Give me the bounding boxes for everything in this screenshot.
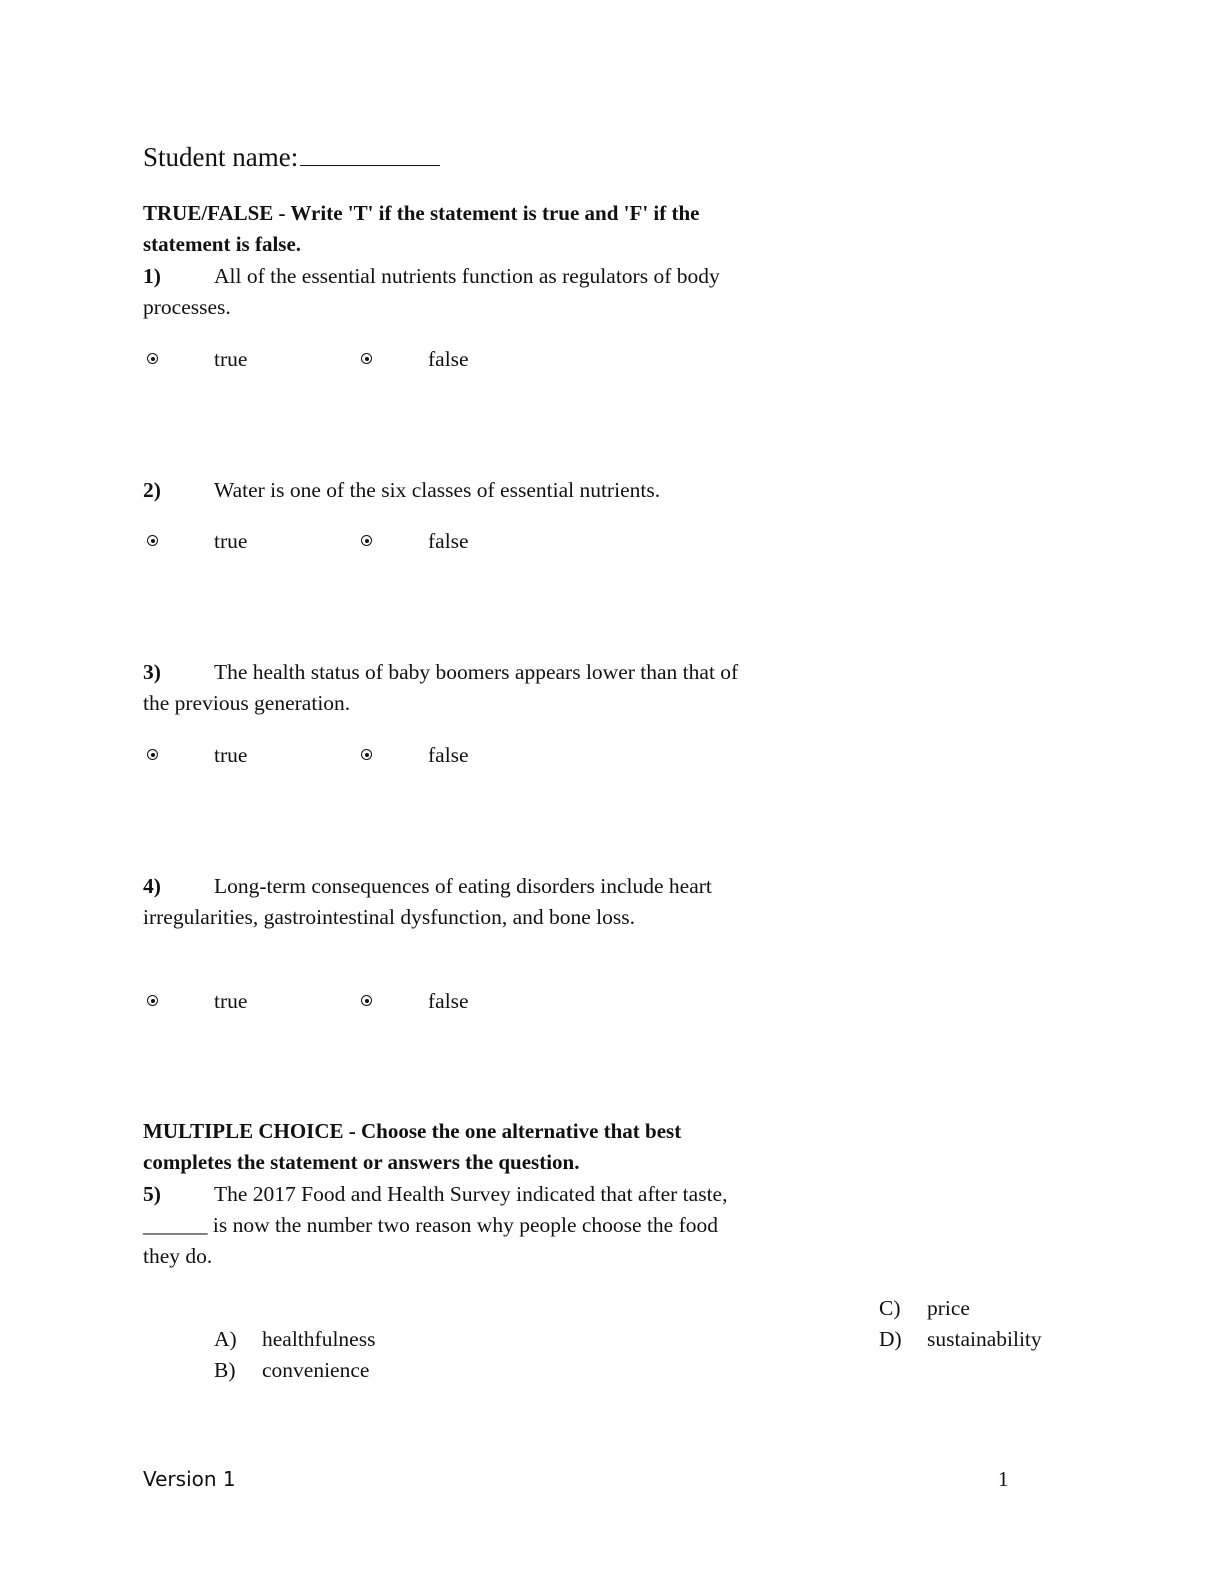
radio-false-q4[interactable]: [361, 995, 372, 1006]
student-name-blank[interactable]: [300, 141, 440, 166]
page-number: 1: [998, 1467, 1009, 1491]
question-number: 1): [143, 264, 161, 288]
question-text: Long-term consequences of eating disorders include heart irregularities, gastrointestinal dysfunction, and bone loss.: [143, 874, 712, 929]
choice-text: sustainability: [927, 1327, 1042, 1351]
option-label-false: false: [428, 743, 469, 767]
radio-dot-icon: [151, 753, 155, 757]
option-label-true: true: [214, 743, 248, 767]
student-name-field: [143, 141, 440, 173]
choice-letter: A): [214, 1327, 237, 1351]
question-number: 4): [143, 874, 161, 898]
question-number: 3): [143, 660, 161, 684]
option-label-true: true: [214, 347, 248, 371]
choice-a[interactable]: [214, 1324, 375, 1354]
choice-b[interactable]: [214, 1355, 369, 1385]
question-number: 5): [143, 1182, 161, 1206]
radio-dot-icon: [151, 999, 155, 1003]
choice-d[interactable]: [879, 1324, 1042, 1354]
question-number: 2): [143, 478, 161, 502]
radio-true-q4[interactable]: [147, 995, 158, 1006]
radio-false-q1[interactable]: [361, 353, 372, 364]
radio-dot-icon: [365, 357, 369, 361]
version-label: Version 1: [143, 1467, 236, 1491]
choice-text: healthfulness: [262, 1327, 376, 1351]
radio-true-q3[interactable]: [147, 749, 158, 760]
question-text: The health status of baby boomers appears lower than that of the previous generation.: [143, 660, 739, 715]
question-3: [143, 657, 743, 719]
radio-dot-icon: [365, 539, 369, 543]
multiple-choice-heading: MULTIPLE CHOICE - Choose the one alternative that best completes the statement or answers the question.: [143, 1119, 682, 1174]
radio-dot-icon: [365, 999, 369, 1003]
question-2: [143, 475, 743, 506]
question-text: The 2017 Food and Health Survey indicated that after taste, ______ is now the number two reason why people choose the food they do.: [143, 1182, 728, 1268]
radio-dot-icon: [151, 539, 155, 543]
choice-c[interactable]: [879, 1293, 970, 1323]
question-4: [143, 871, 743, 933]
option-label-true: true: [214, 989, 248, 1013]
choice-text: convenience: [262, 1358, 370, 1382]
student-name-label: Student name:: [143, 142, 299, 172]
choice-letter: C): [879, 1296, 901, 1320]
radio-true-q2[interactable]: [147, 535, 158, 546]
option-label-true: true: [214, 529, 248, 553]
option-label-false: false: [428, 529, 469, 553]
radio-dot-icon: [151, 357, 155, 361]
radio-false-q3[interactable]: [361, 749, 372, 760]
true-false-heading: TRUE/FALSE - Write 'T' if the statement is true and 'F' if the statement is false.: [143, 201, 700, 256]
question-5: [143, 1179, 743, 1272]
option-label-false: false: [428, 347, 469, 371]
question-1: [143, 261, 743, 323]
radio-true-q1[interactable]: [147, 353, 158, 364]
radio-false-q2[interactable]: [361, 535, 372, 546]
question-text: All of the essential nutrients function as regulators of body processes.: [143, 264, 720, 319]
choice-letter: D): [879, 1327, 902, 1351]
radio-dot-icon: [365, 753, 369, 757]
option-label-false: false: [428, 989, 469, 1013]
choice-letter: B): [214, 1358, 236, 1382]
question-text: Water is one of the six classes of essential nutrients.: [214, 478, 661, 502]
choice-text: price: [927, 1296, 970, 1320]
